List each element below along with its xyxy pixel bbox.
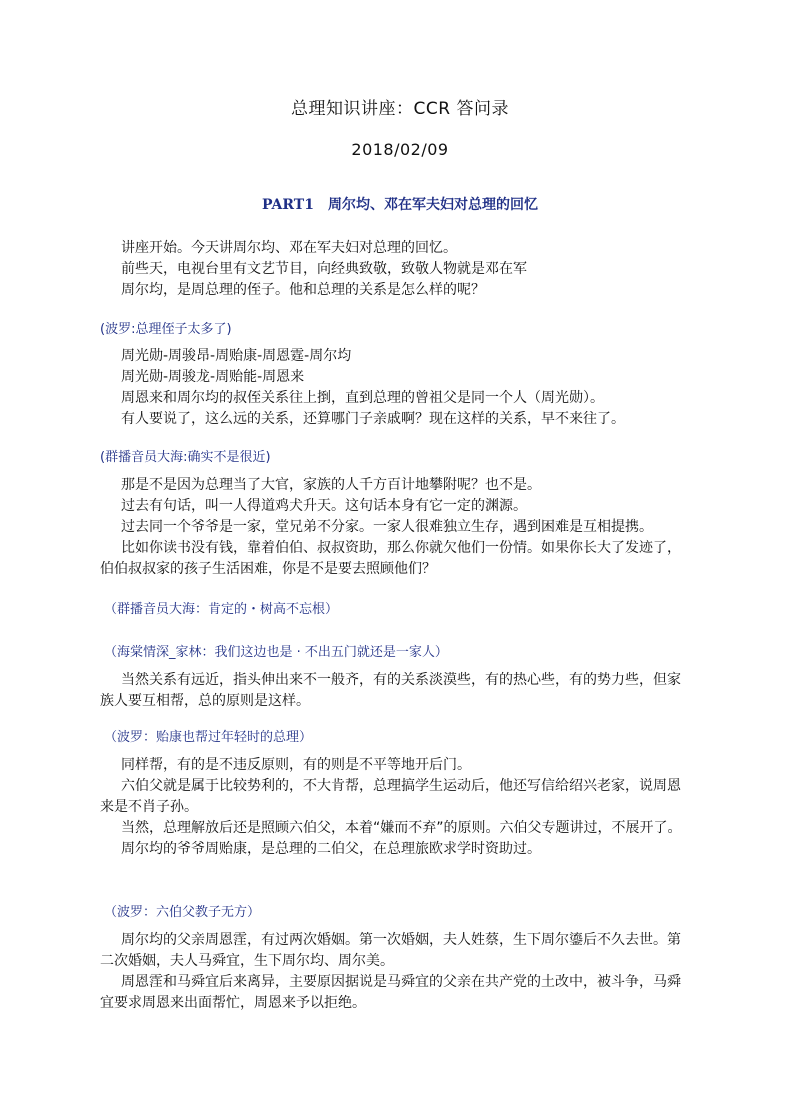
listener-comment: (波罗:总理侄子太多了): [100, 322, 232, 337]
listener-comment: （波罗：贻康也帮过年轻时的总理）: [104, 730, 313, 745]
listener-comment: （海棠情深_家林：我们这边也是 · 不出五门就还是一家人）: [104, 645, 448, 660]
document-title: 总理知识讲座：CCR 答问录: [291, 99, 509, 119]
paragraph-block-1: [100, 238, 690, 301]
listener-comment: (群播音员大海:确实不是很近): [100, 450, 271, 465]
lineage-line: 周光勋-周骏昂-周贻康-周恩霆-周尔均: [121, 348, 352, 364]
paragraph: 前些天，电视台里有文艺节目，向经典致敬，致敬人物就是邓在军: [121, 261, 527, 277]
paragraph: 周恩来和周尔均的叔侄关系往上捯，直到总理的曾祖父是同一个人（周光勋）。: [121, 390, 604, 406]
part-heading: PART1 周尔均、邓在军夫妇对总理的回忆: [262, 197, 538, 213]
lineage-line: 周光勋-周骏龙-周贻能-周恩来: [121, 369, 305, 385]
paragraph-block-6: [100, 930, 690, 1014]
paragraph: 六伯父就是属于比较势利的，不大肯帮，总理搞学生运动后，他还写信给绍兴老家，说周恩来是不肖子孙。: [100, 778, 681, 815]
paragraph: 周恩霔和马舜宜后来离异，主要原因据说是马舜宜的父亲在共产党的土改中，被斗争，马舜宜要求周恩来出面帮忙，周恩来予以拒绝。: [100, 974, 681, 1011]
paragraph-block-5: [100, 755, 690, 860]
paragraph: 那是不是因为总理当了大官，家族的人千方百计地攀附呢？也不是。: [121, 477, 541, 493]
paragraph: 同样帮，有的是不违反原则，有的则是不平等地开后门。: [121, 757, 471, 773]
paragraph: 周尔均的爷爷周贻康，是总理的二伯父，在总理旅欧求学时资助过。: [121, 841, 541, 857]
paragraph: 过去有句话，叫一人得道鸡犬升天。这句话本身有它一定的渊源。: [121, 498, 527, 514]
listener-comment: （波罗：六伯父教子无方）: [104, 905, 261, 920]
paragraph-block-3: [100, 475, 690, 580]
paragraph: 有人要说了，这么远的关系，还算哪门子亲戚啊？现在这样的关系，早不来往了。: [121, 411, 625, 427]
paragraph: 过去同一个爷爷是一家，堂兄弟不分家。一家人很难独立生存，遇到困难是互相提携。: [121, 519, 653, 535]
paragraph: 当然，总理解放后还是照顾六伯父，本着“嫌而不弃”的原则。六伯父专题讲过，不展开了。: [121, 820, 682, 836]
paragraph: 周尔均的父亲周恩霔，有过两次婚姻。第一次婚姻，夫人姓蔡，生下周尔鎏后不久去世。第二次婚姻，夫人马舜宜，生下周尔均、周尔美。: [100, 932, 681, 969]
paragraph: 当然关系有远近，指头伸出来不一般齐，有的关系淡漠些，有的热心些，有的势力些，但家族人要互相帮，总的原则是这样。: [100, 672, 681, 709]
paragraph-block-2: [100, 346, 690, 430]
paragraph: 比如你读书没有钱，靠着伯伯、叔叔资助，那么你就欠他们一份情。如果你长大了发迹了，伯伯叔叔家的孩子生活困难，你是不是要去照顾他们？: [100, 540, 681, 577]
paragraph-block-4: [100, 670, 690, 712]
paragraph: 周尔均，是周总理的侄子。他和总理的关系是怎么样的呢？: [121, 282, 485, 298]
paragraph: 讲座开始。今天讲周尔均、邓在军夫妇对总理的回忆。: [121, 240, 457, 256]
listener-comment: （群播音员大海：肯定的・树高不忘根）: [104, 602, 339, 617]
document-date: 2018/02/09: [351, 140, 449, 159]
